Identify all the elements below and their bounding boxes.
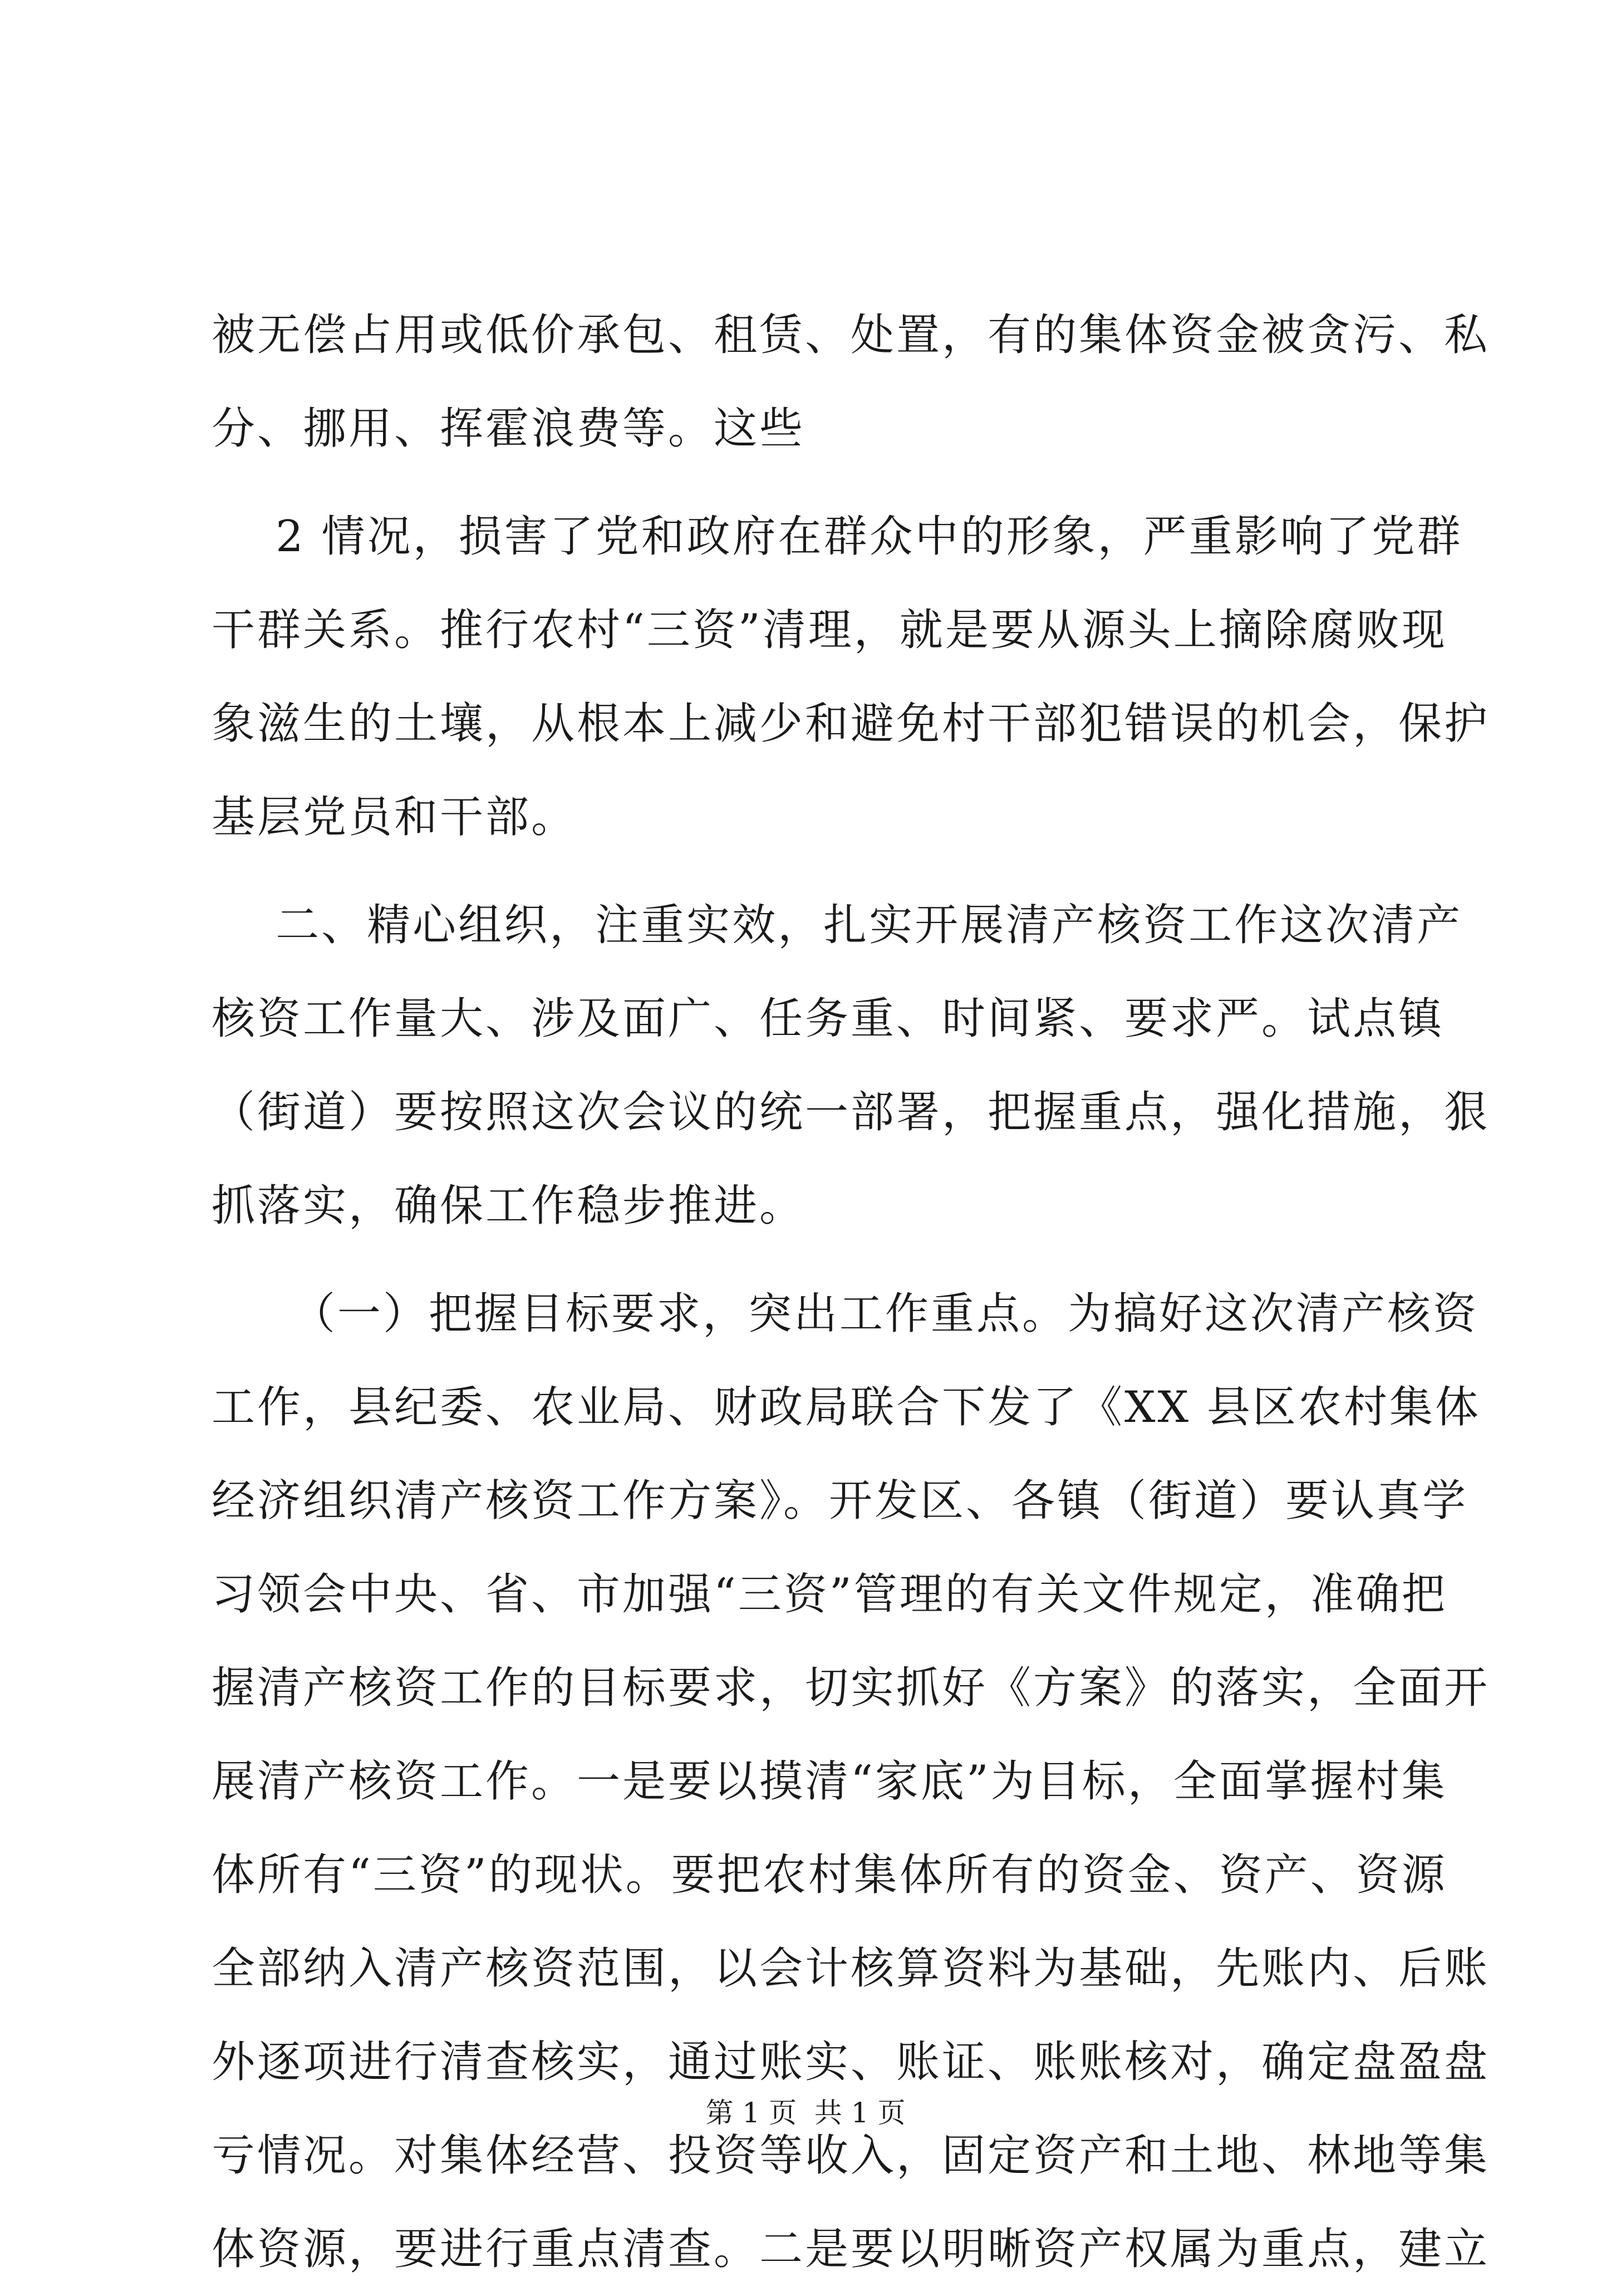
text-line: 经济组织清产核资工作方案》。开发区、各镇（街道）要认真学 [212,1476,1468,1526]
text-line: 核资工作量大、涉及面广、任务重、时间紧、要求严。试点镇 [212,994,1445,1044]
document-body [212,288,1490,2296]
text-line: 习领会中央、省、市加强“三资”管理的有关文件规定，准确把 [212,1569,1447,1620]
text-line: 干群关系。推行农村“三资”清理，就是要从源头上摘除腐败现 [212,605,1447,655]
text-line: 体所有“三资”的现状。要把农村集体所有的资金、资产、资源 [212,1850,1447,1900]
paragraph-1 [212,288,1490,475]
text-line: （一）把握目标要求，突出工作重点。为搞好这次清产核资 [212,1289,1479,1339]
text-line: 外逐项进行清查核实，通过账实、账证、账账核对，确定盘盈盘 [212,2037,1490,2087]
text-line: 二、精心组织，注重实效，扎实开展清产核资工作这次清产 [212,900,1463,950]
text-line: 全部纳入清产核资范围，以会计核算资料为基础，先账内、后账 [212,1944,1490,1994]
text-line: 分、挪用、挥霍浪费等。这些 [212,404,806,454]
page-footer: 第 1 页 共 1 页 [705,2097,906,2129]
text-line: 基层党员和干部。 [212,792,577,842]
text-line: 2 情况，损害了党和政府在群众中的形象，严重影响了党群 [212,512,1463,562]
text-line: 展清产核资工作。一是要以摸清“家底”为目标，全面掌握村集 [212,1757,1447,1807]
paragraph-2 [212,490,1490,864]
text-line: 体资源，要进行重点清查。二是要以明晰资产权属为重点，建立 [212,2224,1490,2274]
text-line: 被无偿占用或低价承包、租赁、处置，有的集体资金被贪污、私 [212,310,1490,360]
text-line: 亏情况。对集体经营、投资等收入，固定资产和土地、林地等集 [212,2131,1490,2181]
paragraph-3 [212,879,1490,1253]
paragraph-4 [212,1267,1490,2296]
text-line: 工作，县纪委、农业局、财政局联合下发了《XX 县区农村集体 [212,1382,1481,1432]
text-line: 象滋生的土壤，从根本上减少和避免村干部犯错误的机会，保护 [212,699,1490,749]
text-line: 握清产核资工作的目标要求，切实抓好《方案》的落实，全面开 [212,1663,1490,1713]
text-line: （街道）要按照这次会议的统一部署，把握重点，强化措施，狠 [212,1087,1490,1137]
text-line: 抓落实，确保工作稳步推进。 [212,1181,806,1231]
